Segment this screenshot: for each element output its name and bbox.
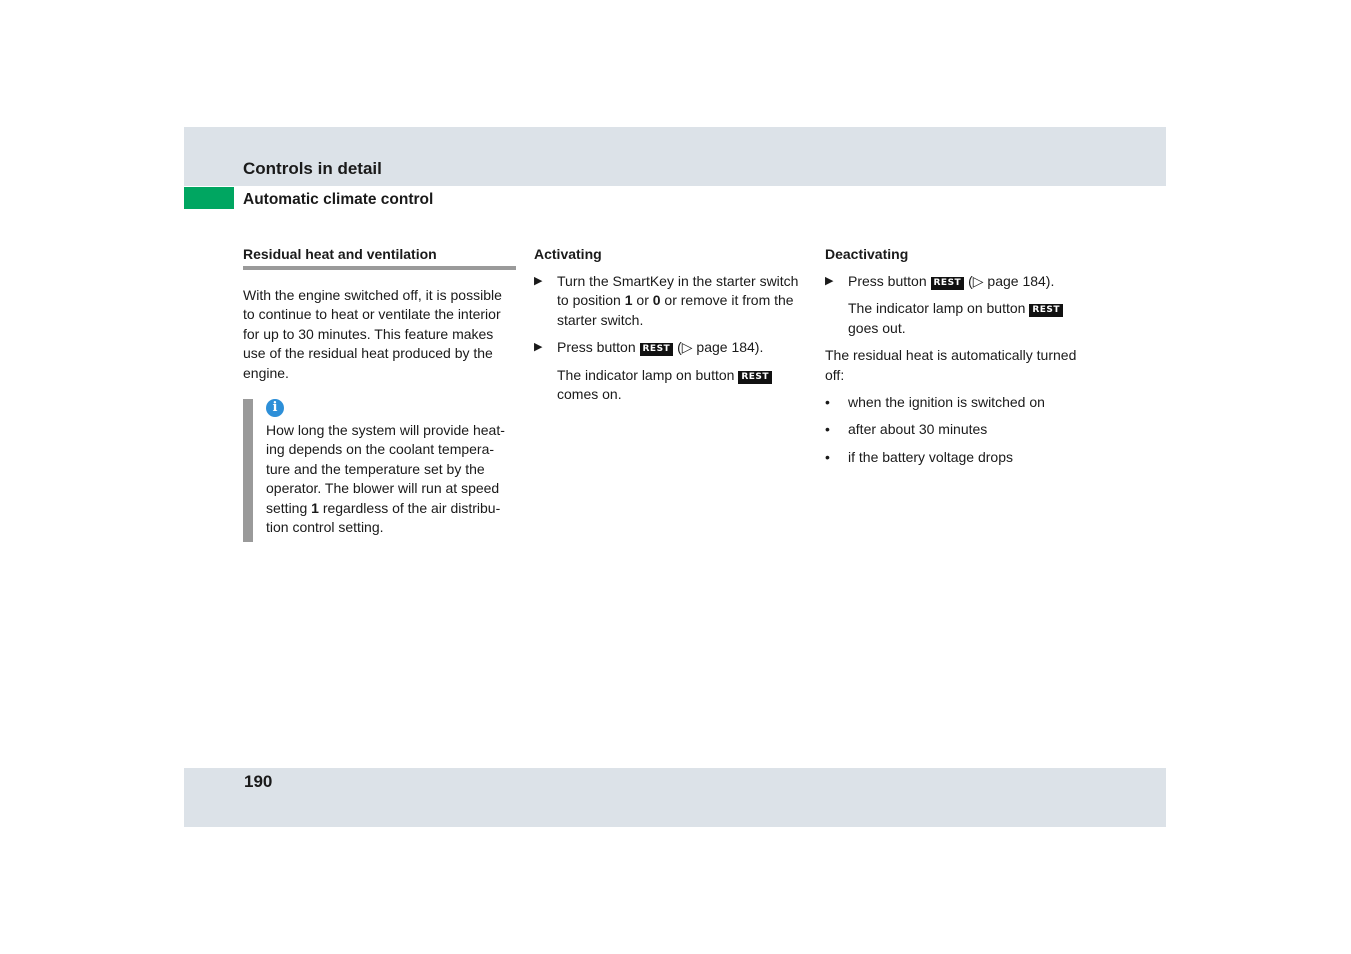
residual-heat-heading: Residual heat and ventilation (243, 245, 516, 270)
page-number: 190 (244, 772, 273, 791)
activating-heading: Activating (534, 246, 602, 262)
info-icon: i (266, 399, 284, 417)
bullet-icon: • (825, 394, 830, 411)
footer-band (184, 768, 1166, 827)
section-marker-tab (184, 187, 234, 209)
rest-button-icon: REST (738, 371, 772, 384)
column-residual-heat (243, 245, 516, 540)
step-arrow-icon: ▶ (534, 341, 543, 354)
column-activating (534, 245, 810, 412)
rest-button-icon: REST (1029, 304, 1063, 317)
rest-button-icon: REST (640, 343, 674, 356)
activating-step-2: ▶ Press button REST (▷ page 184). (534, 338, 810, 357)
list-item: • if the battery voltage drops (825, 448, 1095, 467)
step-arrow-icon: ▶ (825, 275, 834, 287)
note-bar (243, 399, 253, 542)
position-1: 1 (624, 292, 633, 309)
step-arrow-icon: ▶ (534, 275, 543, 287)
auto-off-text: The residual heat is automatically turned off: (825, 347, 1077, 383)
list-item: • when the ignition is switched on (825, 393, 1095, 412)
deactivating-heading: Deactivating (825, 246, 909, 262)
bullet-icon: • (825, 421, 830, 438)
bullet-icon: • (825, 448, 830, 465)
activating-step-1: ▶ Turn the SmartKey in the starter switch to position 1 or 0 or remove it from the starter switch. (534, 273, 799, 328)
deactivating-step-1: ▶ Press button REST (▷ page 184). (825, 272, 1095, 291)
section-title: Controls in detail (243, 159, 382, 178)
speed-setting-value: 1 (311, 499, 319, 516)
deactivating-result: The indicator lamp on button REST goes out. (825, 299, 1095, 338)
subsection-title: Automatic climate control (243, 191, 434, 208)
residual-heat-intro: With the engine switched off, it is possible to continue to heat or ventilate the interior for up to 30 minutes. This feature makes use of the residual heat produced by the engine. (243, 287, 502, 381)
activating-result: The indicator lamp on button REST comes on. (534, 366, 810, 405)
info-note (243, 399, 516, 540)
column-deactivating (825, 245, 1095, 475)
position-0: 0 (652, 292, 661, 309)
list-item: • after about 30 minutes (825, 420, 1095, 439)
rest-button-icon: REST (931, 277, 965, 290)
info-note-text: How long the system will provide heat-ing depends on the coolant tempera-ture and the temperature set by the operator. The blower will run at speed setting 1 regardless of the air distribu-tion control setting. (266, 422, 505, 536)
